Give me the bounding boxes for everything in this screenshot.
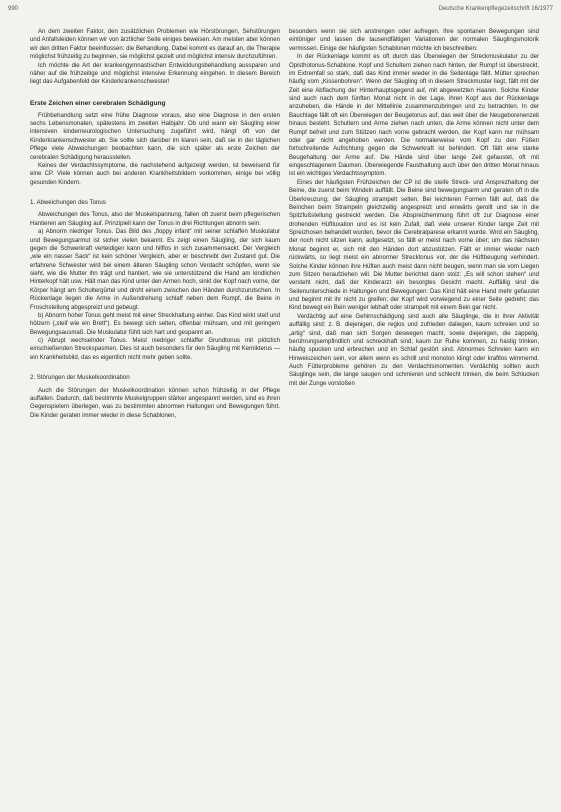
- left-column: [30, 28, 280, 420]
- journal-title: Deutsche Krankenpflegezeitschrift 16/1977: [438, 6, 553, 12]
- paragraph: In der Rückenlage kommt es oft durch das Überwiegen der Streckmuskulatur zu der Opisthotonus-Schablone. Kopf und Schultern ziehen nach hinten, der Rumpf ist überstreckt, im Extremfall so stark, daß das Kind immer wieder in die Seitenlage fällt. Mütter sprechen häufig vom „Kissenbohren“. Wenn der Säugling oft in diesem Streckmuster liegt, fällt mit der Zeit eine Abflachung der Hinterhauptsgegend auf, mit abgewetzten Haaren. Solche Kinder sind auch nach dem fünften Monat nicht in der Lage, ihren Kopf aus der Rückenlage anzuheben, die Hände in der Mittellinie zusammenzubringen und zu betrachten. In der Bauchlage fällt oft ein Überwiegen der Beugetonus auf, das weit über die Neugeborenenzeit hinaus besteht. Schultern und Arme ziehen nach unten, die Arme können nicht unter dem Rumpf befreit und zum Stützen nach vorne gebracht werden, der Kopf kann nur mühsam oder gar nicht angehoben werden. Die normalerweise vom Kopf zu den Füßen fortschreitende Aufrichtung gegen die Schwerkraft ist behindert. Oft fällt eine starke Beugehaltung der Arme auf. Die Hände sind über lange Zeit gefaustet, oft mit eingeschlagenem Daumen. Überwiegende Fausthaltung auch über den dritten Monat hinaus ist ein wichtiges Verdachtssymptom.: [289, 54, 539, 178]
- subsection-heading: 2. Störungen der Muskelkoordination: [30, 374, 130, 382]
- paragraph: Verdächtig auf eine Gehirnschädigung sind auch alle Säuglinge, die in ihrer Aktivität auffällig sind: z. B. diejenigen, die reglos und zufrieden daliegen, kaum schreien und so „artig“ sind, daß man sich Sorgen deswegen macht, sowie diejenigen, die zappelig, berührungsempfindlich und schreckhaft sind, kaum zur Ruhe kommen, zu hastig trinken, häufig spucken und erbrechen und im Schlaf gestört sind. Abnormes Schreien kann ein Hinweiszeichen sein, vor allem wenn es schrill und monoton klingt oder kraftlos wimmernd. Auch Fütterprobleme gehören zu den Verdachtsmomenten. Verdächtig sollten auch Säuglinge sein, die lange saugen und schmieren und schlecht trinken, die beim Schlucken mit der Zunge vorstoßen: [289, 313, 539, 387]
- paragraph: Frühbehandlung setzt eine frühe Diagnose voraus, also eine Diagnose in den ersten sechs Lebensmonaten, spätestens im zweiten Halbjahr. Ob und wann ein Säugling einer intensiven kinderneurologischen Untersuchung zugeführt wird, hängt oft von der Kinderkrankenschwester ab. Sie sollte sich darüber im klaren sein, daß sie in der täglichen Pflege viele Abweichungen beobachten kann, die sich später als erste Zeichen der cerebralen Schädigung herausstellen.: [30, 112, 280, 161]
- page-header: [8, 6, 553, 18]
- paragraph: An dem zweiten Faktor, den zusätzlichen Problemen wie Hörstörungen, Sehstörungen und Anfallsleiden können wir von ärztlicher Seite einiges beweisen. Am meisten aber können wir den dritten Faktor beeinflussen: die Behandlung. Dabei kommt es darauf an, die Therapie möglichst frühzeitig zu beginnen, sie möglichst gezielt und möglichst intensiv durchzuführen.: [30, 29, 280, 61]
- list-item: c) Abrupt wechselnder Tonus. Meist niedriger schlaffer Grundtonus mit plötzlich einschießenden Streckspasmen. Dies ist auch besonders für den Säugling mit Kernikterus — ein Krankheitsbild, das es eigentlich nicht mehr geben sollte.: [30, 338, 280, 361]
- paragraph: Ich möchte die Art der krankengymnastischen Entwicklungsbehandlung aussparen und näher auf die frühzeitige und möglichst intensive Erkennung eingehen. In diesem Bereich liegt das Aufgabenfeld der Kinderkrankenschwester!: [30, 62, 280, 86]
- subsection-heading: 1. Abweichungen des Tonus: [30, 199, 106, 206]
- paragraph: Eines der häufigsten Frühzeichen der CP ist die steife Streck- und Ansprezhaltung der Beine, die zuerst beim Windeln auffällt. Die Beine sind bewegungsarm und geraten oft in die Überkreuzung; der Säugling strampelt selten. Bei leichteren Formen fällt auf, daß die Beinchen beim Strampeln gleichzeitig angespreizt und einwärts gerollt und sie in die Spitzfußstellung gestreckt werden. Die Abspreizhemmung führt oft zur Diagnose einer drohenden Hüftluxation und es ist kein Zufall, daß viele unserer Kinder lange Zeit mit Spreizhosen behandelt wurden, bevor die Cerebralparese erkannt wurde. Wird ein Säugling, der noch nicht sitzen kann, aufgesetzt, so fällt er meist nach vorne über; um das nächsten Monat beginnt er, sich mit den Händen dort abzustützen. Fällt er immer wieder nach rückwärts, so liegt meist ein abnormer Strecktonus vor, der die Hüftbeugung verhindert. Solche Kinder können ihre Hüften auch meist dann nicht beugen, wenn man sie vom Liegen zum Sitzen heraufziehen will. Die Mutter berichtet dann stolz: „Es will schon stehen“ und versteht nicht, daß der Kinderarzt ein besorgtes Gesicht macht. Auffällig sind die Seitenunterschiede in Haltungen und Bewegungen: Das Kind hält eine Hand mehr gefaustet und beginnt mit ihr nicht zu greifen; der Kopf wird vorwiegend zu einer Seite gedreht; das Kind bewegt ein Bein weniger lebhaft oder strampelt mit einem Bein gar nicht.: [289, 179, 539, 312]
- right-column: [289, 28, 539, 388]
- paragraph: besonders wenn sie sich anstrengen oder aufregen. Ihre spontanen Bewegungen sind eintöniger und lassen die tausendfältigen Variationen der normalen Säuglingsmotorik vermissen. Einige der häufigsten Schablonen möchte ich beschreiben:: [289, 29, 539, 52]
- paragraph: Auch die Störungen der Muskelkoordination können schon frühzeitig in der Pflege auffallen. Dadurch, daß bestimmte Muskelgruppen stärker angespannt werden, sind es ihren Gegenspielern überlegen, was zu bestimmten abnormen Haltungen und Bewegungen führt. Die Kinder geraten immer wieder in diese Schablonen,: [30, 387, 280, 419]
- page-number: 990: [8, 6, 19, 12]
- list-item: a) Abnorm niedriger Tonus. Das Bild des „floppy infant“ mit seiner schlaffen Muskulatur und Bewegungsarmut ist sicher vielen bekannt. Es zeigt einen Säugling, der sich kaum gegen die Schwerkraft verteidigen kann und hilflos in sich zusammensackt. Der Vergleich „wie ein nasser Sack“ ist kein schöner Vergleich, aber er beschreibt den Zustand gut. Die erfahrene Schwester wird bei einem älteren Säugling schon Verdacht schöpfen, wenn sie sieht, wie die Mutter ihn trägt und hantiert, wie sie unterstützend die Hand am kindlichen Hinterkopf hält usw. Hält man das Kind unter den Armen hoch, sinkt der Kopf nach vorne, der Körper hängt am Schultergürtel und droht einem zwischen den Händen durchzurutschen. In Rückenlage liegen die Arme in Außendrehung schlaff neben dem Rumpf, die Beine in Froschstellung abgespreizt und gebeugt.: [30, 229, 280, 311]
- section-heading: Erste Zeichen einer cerebralen Schädigung: [30, 99, 166, 107]
- paragraph: Abweichungen des Tonus, also der Muskelspannung, fallen oft zuerst beim pflegerischen Hantieren am Säugling auf. Prinzipiell kann der Tonus in drei Richtungen abnorm sein:: [30, 212, 280, 227]
- paragraph: Keines der Verdachtssymptome, die nachstehend aufgezeigt werden, ist beweisend für eine CP. Viele können auch bei anderen Krankheitsbildern vorkommen, einige bei völlig gesunden Kindern.: [30, 162, 280, 186]
- list-item: b) Abnorm hoher Tonus geht meist mit einer Streckhaltung einher. Das Kind wirkt steif und hölzern („steif wie ein Brett“). Es bewegt sich selten, offenbar mühsam, und mit geringem Bewegungsausmaß. Die Muskulatur fühlt sich hart und gespannt an.: [30, 312, 280, 336]
